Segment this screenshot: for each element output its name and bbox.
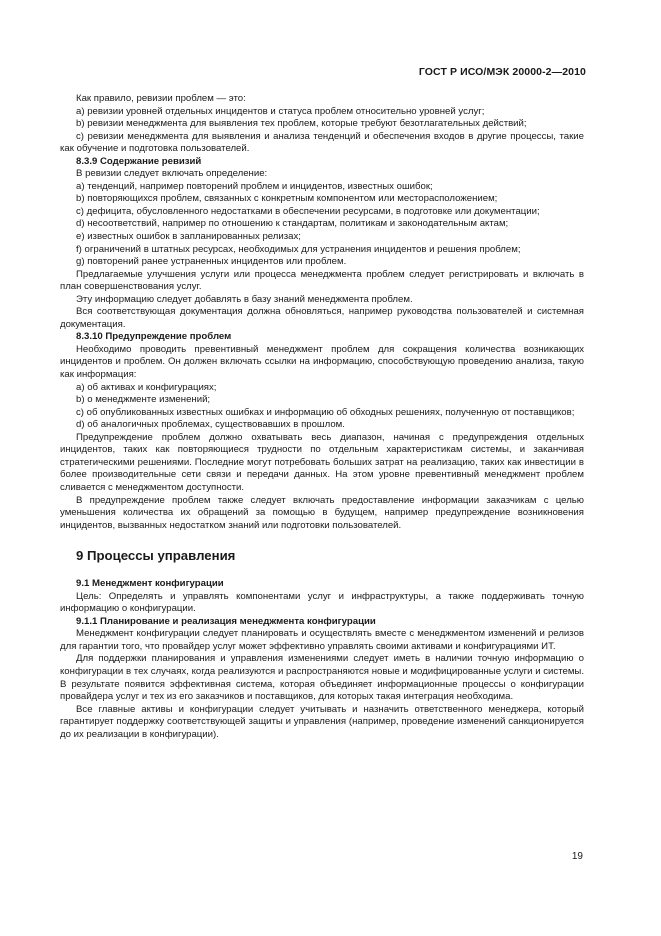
list-item: c) ревизии менеджмента для выявления и анализа тенденций и обеспечения входов в другие процессы, такие как обучение и подготовка пользователей.	[60, 130, 584, 155]
subsection-heading-9-1: 9.1 Менеджмент конфигурации	[76, 578, 224, 590]
list-item: f) ограничений в штатных ресурсах, необходимых для устранения инцидентов и решения проблем;	[76, 243, 521, 255]
list-item: c) дефицита, обусловленного недостатками в обеспечении ресурсами, в подготовке или документации;	[76, 205, 540, 217]
paragraph: Предупреждение проблем должно охватывать весь диапазон, начиная с предупреждения отдельных инцидентов, таких как повторяющиеся трудности по отдельным характеристикам системы, и заканчивая стратегическими решениями. Последние могут потребовать больших затрат на реализацию, таких как инвестиции в более производительные сети связи и передачи данных. На этом уровне превентивный менеджмент проблем сливается с менеджментом доступности.	[60, 431, 584, 493]
paragraph: Эту информацию следует добавлять в базу знаний менеджмента проблем.	[76, 293, 413, 305]
subsection-heading-8-3-9: 8.3.9 Содержание ревизий	[76, 155, 202, 167]
list-item: c) об опубликованных известных ошибках и информацию об обходных решениях, полученную от поставщиков;	[76, 406, 575, 418]
list-item: a) ревизии уровней отдельных инцидентов и статуса проблем относительно уровней услуг;	[76, 105, 485, 117]
paragraph: Как правило, ревизии проблем — это:	[76, 93, 246, 104]
list-item: a) об активах и конфигурациях;	[76, 381, 217, 393]
document-header: ГОСТ Р ИСО/МЭК 20000-2—2010	[418, 66, 586, 78]
subsection-heading-9-1-1: 9.1.1 Планирование и реализация менеджмента конфигурации	[76, 615, 376, 627]
paragraph: Менеджмент конфигурации следует планировать и осуществлять вместе с менеджментом изменений и релизов для гарантии того, что провайдер услуг может эффективно управлять своими активами и конфигурациями ИТ.	[60, 628, 584, 652]
paragraph: Цель: Определять и управлять компонентами услуг и инфраструктуры, а также поддерживать точную информацию о конфигурации.	[60, 590, 584, 615]
subsection-heading-8-3-10: 8.3.10 Предупреждение проблем	[76, 331, 232, 343]
paragraph: Все главные активы и конфигурации следует учитывать и назначить ответственного менеджера, который гарантирует поддержку соответствующей защиты и управления (например, проведение изменений санкционируется до их реализации в конфигурации).	[60, 703, 584, 740]
paragraph: Необходимо проводить превентивный менеджмент проблем для сокращения количества возникающих инцидентов и проблем. Он должен включать ссылки на информацию, способствующую проведению анализа, такую как информация:	[60, 343, 584, 381]
page-number: 19	[571, 851, 583, 862]
list-item: a) тенденций, например повторений проблем и инцидентов, известных ошибок;	[76, 180, 433, 192]
paragraph: Для поддержки планирования и управления изменениями следует иметь в наличии точную информацию о конфигурации в тех случаях, когда реализуются и распространяются новые и модифицированные услуги и системы. В результате появится эффективная система, которая объединяет информационные процессы о конфигурации провайдера услуг и тех из его заказчиков и поставщиков, для которых такая интеграция необходима.	[60, 653, 584, 703]
list-item: d) несоответствий, например по отношению к стандартам, политикам и законодательным актам;	[76, 218, 509, 230]
page-content	[60, 93, 584, 741]
list-item: b) повторяющихся проблем, связанных с конкретным компонентом или месторасположением;	[76, 193, 498, 205]
paragraph: Предлагаемые улучшения услуги или процесса менеджмента проблем следует регистрировать и включать в план совершенствования услуг.	[60, 268, 584, 293]
paragraph: В предупреждение проблем также следует включать предоставление информации заказчикам с целью уменьшения количества их обращений за помощью в будущем, например предупреждение возникновения инцидентов, вызванных недостатком знаний или подготовки пользователей.	[60, 494, 584, 531]
list-item: b) ревизии менеджмента для выявления тех проблем, которые требуют безотлагательных действий;	[76, 118, 527, 130]
list-item: d) об аналогичных проблемах, существовавших в прошлом.	[76, 419, 345, 431]
paragraph: В ревизии следует включать определение:	[76, 168, 268, 180]
list-item: e) известных ошибок в запланированных релизах;	[76, 231, 301, 243]
list-item: g) повторений ранее устраненных инцидентов или проблем.	[76, 256, 347, 268]
paragraph: Вся соответствующая документация должна обновляться, например руководства пользователей и системная документация.	[60, 306, 584, 330]
list-item: b) о менеджменте изменений;	[76, 394, 211, 406]
section-heading-9: 9 Процессы управления	[76, 548, 236, 564]
